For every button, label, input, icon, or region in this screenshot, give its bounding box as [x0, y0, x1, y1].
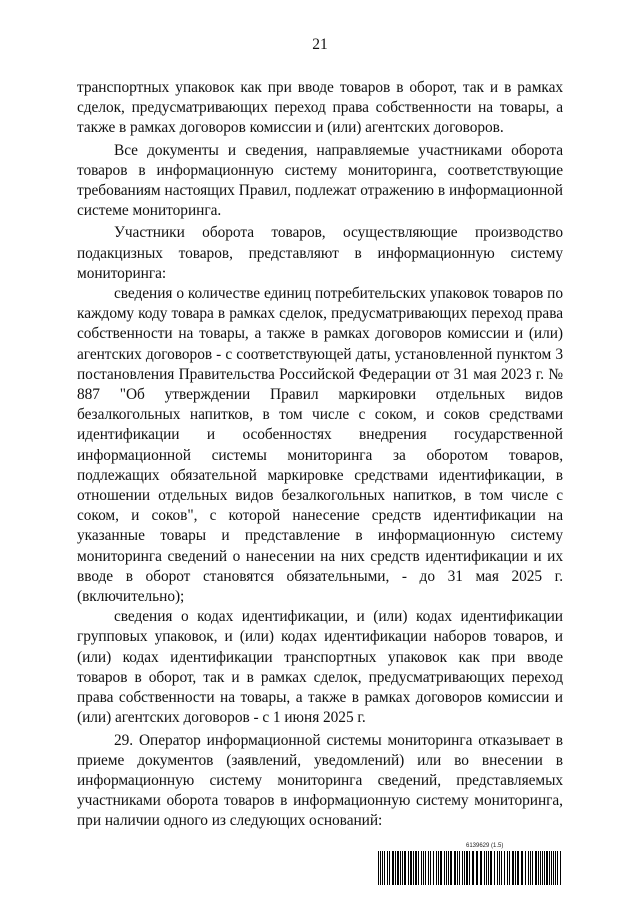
- paragraph-documents-reflection: Все документы и сведения, направляемые участниками оборота товаров в информационную систему мониторинга, соответствующие требованиям настоящих Правил, подлежат отражению в информационной системе мониторинга.: [77, 141, 563, 220]
- document-body: [77, 78, 563, 832]
- barcode: [378, 851, 564, 885]
- page-number: 21: [312, 36, 328, 53]
- paragraph-excise-participants: Участники оборота товаров, осуществляющие производство подакцизных товаров, представляют в информационную систему мониторинга:: [77, 224, 563, 282]
- paragraph-continuation: транспортных упаковок как при вводе товаров в оборот, так и в рамках сделок, предусматривающих переход права собственности на товары, а также в рамках договоров комиссии и (или) агентских договоров.: [77, 79, 563, 137]
- paragraph-consumer-packages-info: сведения о количестве единиц потребительских упаковок товаров по каждому коду товара в рамках сделок, предусматривающих переход права собственности на товары, а также в рамках договоров комиссии и (или) агентских договоров - с соответствующей даты, установленной пунктом 3 постановления Правительства Российской Федерации от 31 мая 2023 г. № 887 "Об утверждении Правил маркировки отдельных видов безалкогольных напитков, в том числе с соком, и соков средствами идентификации и особенностях внедрения государственной информационной системы мониторинга за оборотом товаров, подлежащих обязательной маркировке средствами идентификации, в отношении отдельных видов безалкогольных напитков, в том числе с соком, и соков", с которой нанесение средств идентификации на указанные товары и представление в информационную систему мониторинга сведений о нанесении на них средств идентификации и их вводе в оборот становятся обязательными, - до 31 мая 2025 г. (включительно);: [77, 285, 563, 606]
- paragraph-identification-codes-info: сведения о кодах идентификации, и (или) кодах идентификации групповых упаковок, и (или) кодах идентификации наборов товаров, и (или) кодах идентификации транспортных упаковок как при вводе товаров в оборот, так и в рамках сделок, предусматривающих переход права собственности на товары, а также в рамках договоров комиссии и (или) агентских договоров - с 1 июня 2025 г.: [77, 608, 563, 727]
- document-code: 6139629 (1.5): [466, 843, 504, 849]
- paragraph-item-29: 29. Оператор информационной системы мониторинга отказывает в приеме документов (заявлений, уведомлений) или во внесении в информационную систему мониторинга сведений, представляемых участниками оборота товаров в информационную систему мониторинга, при наличии одного из следующих оснований:: [77, 731, 563, 830]
